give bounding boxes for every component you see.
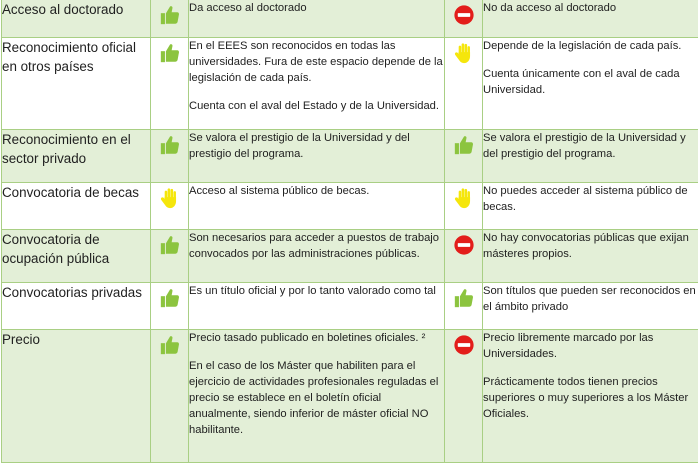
left-text-cell <box>189 130 445 183</box>
left-icon-cell <box>151 38 189 130</box>
table-row <box>2 0 698 38</box>
left-text-cell <box>189 330 445 463</box>
feature-cell: Acceso al doctorado <box>2 0 151 38</box>
feature-cell: Precio <box>2 330 151 463</box>
cell-paragraph: Precio tasado publicado en boletines oficiales. ² <box>189 330 444 346</box>
no-entry-icon <box>453 4 475 26</box>
right-icon-cell <box>445 283 483 330</box>
cell-paragraph: Se valora el prestigio de la Universidad y del prestigio del programa. <box>483 130 698 162</box>
right-text-cell <box>483 283 698 330</box>
cell-paragraph: Cuenta únicamente con el aval de cada Universidad. <box>483 66 698 98</box>
cell-paragraph: Cuenta con el aval del Estado y de la Universidad. <box>189 98 444 114</box>
table-row <box>2 330 698 463</box>
table-row <box>2 283 698 330</box>
raised-hand-icon <box>453 187 475 209</box>
thumbs-up-icon <box>159 4 181 26</box>
right-icon-cell <box>445 38 483 130</box>
cell-paragraph: Es un título oficial y por lo tanto valorado como tal <box>189 283 444 299</box>
cell-paragraph: En el caso de los Máster que habiliten para el ejercicio de actividades profesionales reguladas el precio se establece en el boletín oficial anualmente, siendo inferior de máster oficial NO habilitante. <box>189 358 444 438</box>
thumbs-up-icon <box>453 134 475 156</box>
feature-cell: Convocatoria de becas <box>2 183 151 230</box>
right-icon-cell <box>445 230 483 283</box>
cell-paragraph: No hay convocatorias públicas que exijan másteres propios. <box>483 230 698 262</box>
left-icon-cell <box>151 130 189 183</box>
cell-paragraph: Son necesarios para acceder a puestos de trabajo convocados por las administraciones públicas. <box>189 230 444 262</box>
cell-paragraph: Se valora el prestigio de la Universidad y del prestigio del programa. <box>189 130 444 162</box>
left-icon-cell <box>151 330 189 463</box>
right-text-cell <box>483 130 698 183</box>
cell-paragraph: Prácticamente todos tienen precios superiores o muy superiores a los Máster Oficiales. <box>483 374 698 422</box>
left-icon-cell <box>151 283 189 330</box>
left-text-cell <box>189 183 445 230</box>
left-text-cell <box>189 38 445 130</box>
table-row <box>2 183 698 230</box>
raised-hand-icon <box>159 187 181 209</box>
cell-paragraph: En el EEES son reconocidos en todas las universidades. Fura de este espacio depende de la legislación de cada país. <box>189 38 444 86</box>
cell-paragraph: Da acceso al doctorado <box>189 0 444 16</box>
right-icon-cell <box>445 130 483 183</box>
thumbs-up-icon <box>159 42 181 64</box>
thumbs-up-icon <box>159 134 181 156</box>
cell-paragraph: No puedes acceder al sistema público de becas. <box>483 183 698 215</box>
left-icon-cell <box>151 0 189 38</box>
right-icon-cell <box>445 330 483 463</box>
feature-cell: Reconocimiento oficial en otros países <box>2 38 151 130</box>
raised-hand-icon <box>453 42 475 64</box>
right-text-cell <box>483 38 698 130</box>
cell-paragraph: Precio libremente marcado por las Universidades. <box>483 330 698 362</box>
right-text-cell <box>483 330 698 463</box>
feature-cell: Convocatoria de ocupación pública <box>2 230 151 283</box>
comparison-table <box>1 0 698 463</box>
thumbs-up-icon <box>159 234 181 256</box>
no-entry-icon <box>453 334 475 356</box>
thumbs-up-icon <box>453 287 475 309</box>
thumbs-up-icon <box>159 287 181 309</box>
table-row <box>2 230 698 283</box>
right-icon-cell <box>445 183 483 230</box>
left-icon-cell <box>151 183 189 230</box>
left-text-cell <box>189 283 445 330</box>
cell-paragraph: Son títulos que pueden ser reconocidos en el ámbito privado <box>483 283 698 315</box>
left-text-cell <box>189 230 445 283</box>
table-row <box>2 130 698 183</box>
feature-cell: Reconocimiento en el sector privado <box>2 130 151 183</box>
cell-paragraph: Acceso al sistema público de becas. <box>189 183 444 199</box>
no-entry-icon <box>453 234 475 256</box>
left-text-cell <box>189 0 445 38</box>
feature-cell: Convocatorias privadas <box>2 283 151 330</box>
right-text-cell <box>483 230 698 283</box>
right-text-cell <box>483 183 698 230</box>
cell-paragraph: Depende de la legislación de cada país. <box>483 38 698 54</box>
cell-paragraph: No da acceso al doctorado <box>483 0 698 16</box>
left-icon-cell <box>151 230 189 283</box>
right-icon-cell <box>445 0 483 38</box>
table-row <box>2 38 698 130</box>
thumbs-up-icon <box>159 334 181 356</box>
right-text-cell <box>483 0 698 38</box>
